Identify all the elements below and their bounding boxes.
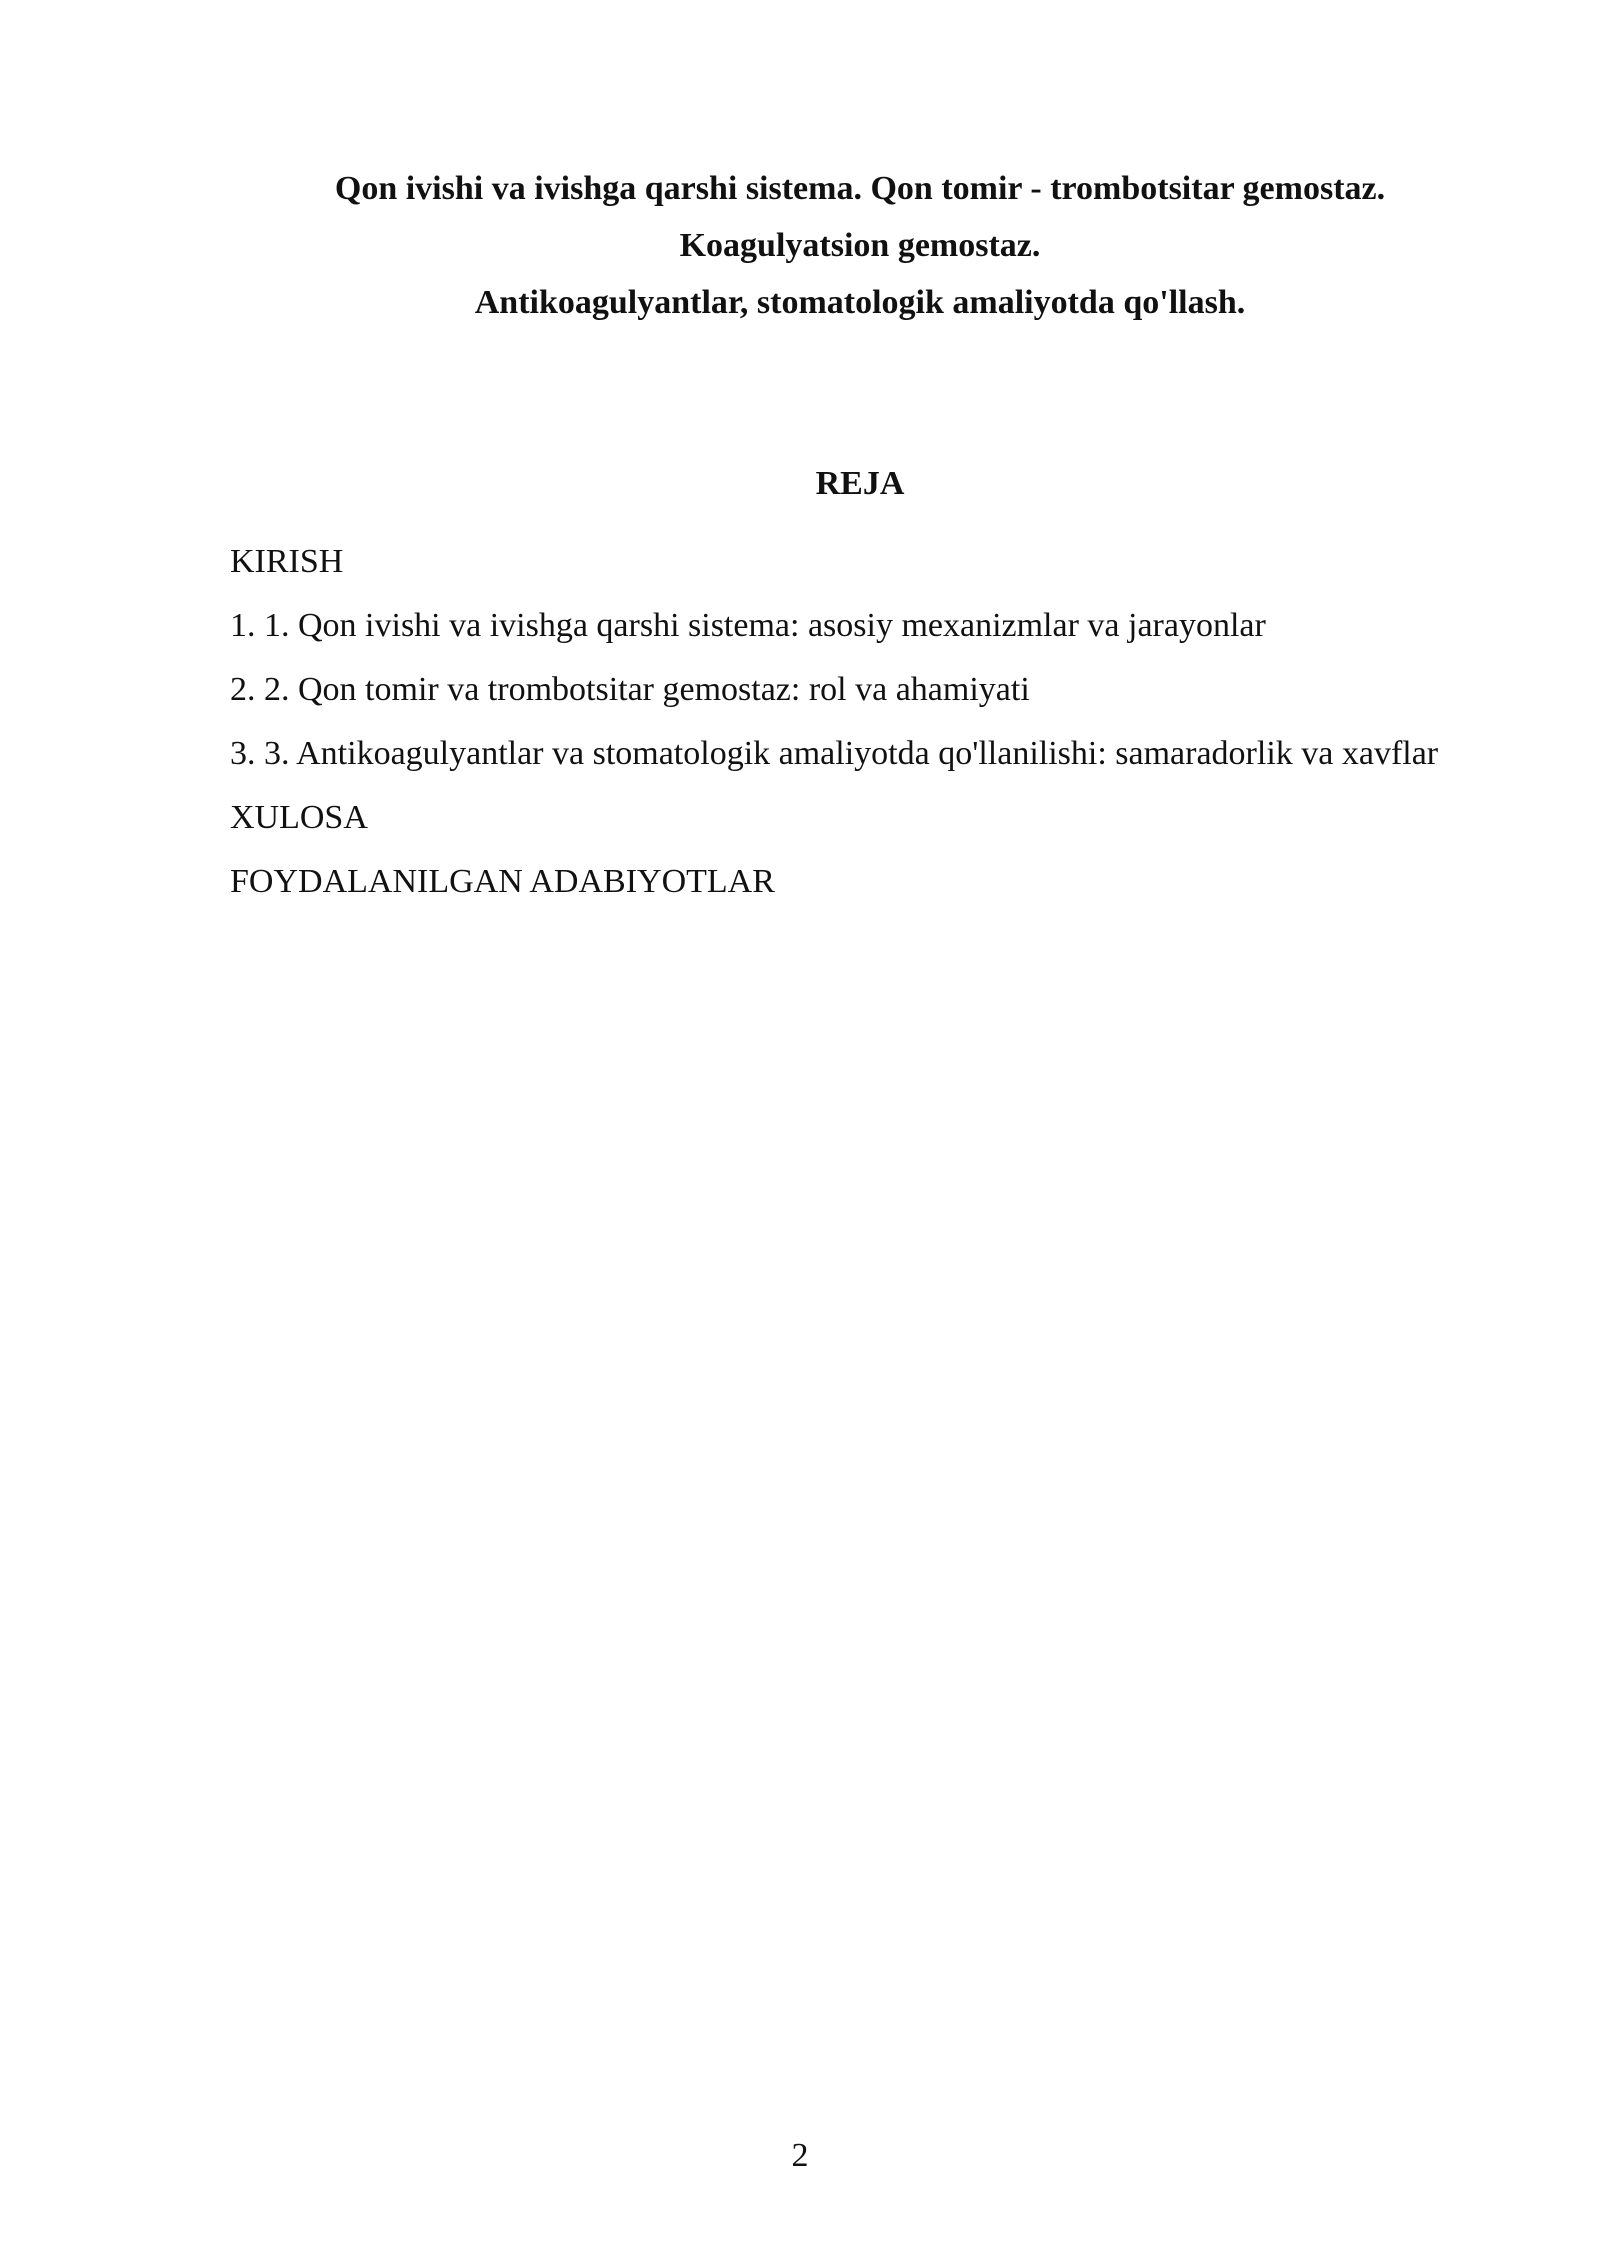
toc-item-introduction: KIRISH: [230, 543, 344, 580]
toc-item-conclusion: XULOSA: [230, 799, 368, 836]
title-line: Antikoagulyantlar, stomatologik amaliyotda qo'llash.: [474, 284, 1246, 321]
page-number: 2: [791, 2137, 809, 2174]
toc-item-section-2: 2. 2. Qon tomir va trombotsitar gemostaz: rol va ahamiyati: [230, 671, 1030, 708]
plan-heading: REJA: [815, 465, 905, 502]
table-of-contents: [230, 534, 1480, 918]
title-line: Qon ivishi va ivishga qarshi sistema. Qon tomir - trombotsitar gemostaz.: [334, 170, 1386, 207]
title-line: Koagulyatsion gemostaz.: [679, 227, 1041, 264]
document-title: [230, 160, 1490, 331]
toc-item-section-3: 3. 3. Antikoagulyantlar va stomatologik amaliyotda qo'llanilishi: samaradorlik va xavflar: [230, 735, 1439, 772]
toc-item-section-1: 1. 1. Qon ivishi va ivishga qarshi sistema: asosiy mexanizmlar va jarayonlar: [230, 607, 1266, 644]
toc-item-references: FOYDALANILGAN ADABIYOTLAR: [230, 863, 775, 900]
